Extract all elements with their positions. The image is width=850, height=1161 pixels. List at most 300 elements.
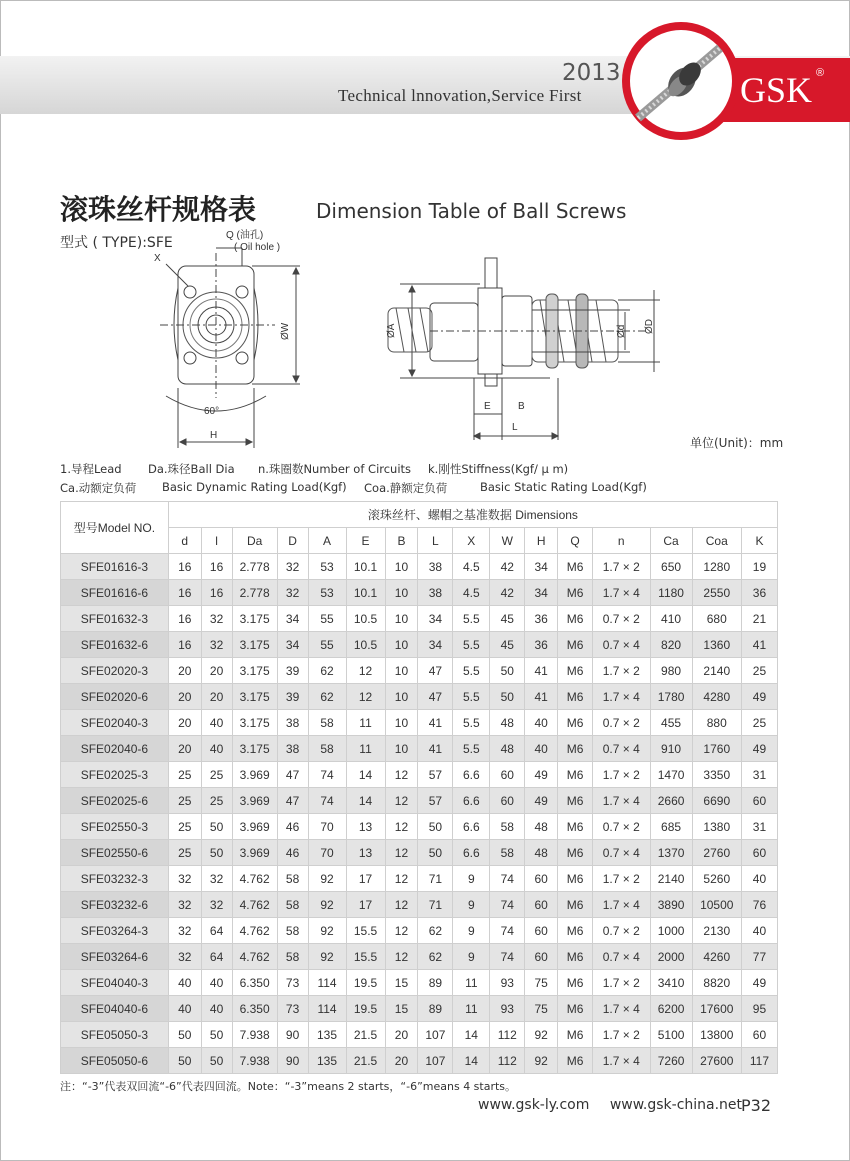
cell-n: 0.7 × 4 xyxy=(593,736,651,762)
cell-q: M6 xyxy=(558,710,593,736)
cell-l: 50 xyxy=(201,814,232,840)
cell-da: 3.969 xyxy=(232,840,277,866)
cell-da: 3.969 xyxy=(232,788,277,814)
spec-body xyxy=(61,554,778,1074)
table-row xyxy=(61,814,778,840)
model-cell: SFE01616-3 xyxy=(61,554,169,580)
model-cell: SFE01632-3 xyxy=(61,606,169,632)
cell-l: 89 xyxy=(418,996,453,1022)
cell-n: 1.7 × 4 xyxy=(593,580,651,606)
cell-l: 25 xyxy=(201,788,232,814)
cell-coa: 27600 xyxy=(692,1048,741,1074)
cell-l: 40 xyxy=(201,736,232,762)
cell-l: 25 xyxy=(201,762,232,788)
table-row xyxy=(61,684,778,710)
table-row xyxy=(61,554,778,580)
column-header-k: K xyxy=(741,528,777,554)
cell-l: 41 xyxy=(418,736,453,762)
cell-da: 3.175 xyxy=(232,658,277,684)
cell-x: 6.6 xyxy=(453,762,490,788)
cell-e: 12 xyxy=(346,684,385,710)
cell-w: 93 xyxy=(490,970,525,996)
cell-x: 14 xyxy=(453,1022,490,1048)
cell-l: 64 xyxy=(201,918,232,944)
cell-n: 0.7 × 2 xyxy=(593,606,651,632)
cell-x: 4.5 xyxy=(453,580,490,606)
model-cell: SFE05050-3 xyxy=(61,1022,169,1048)
cell-q: M6 xyxy=(558,1048,593,1074)
cell-da: 2.778 xyxy=(232,580,277,606)
footer-url-1[interactable]: www.gsk-ly.com xyxy=(478,1097,590,1113)
cell-b: 15 xyxy=(385,996,418,1022)
cell-coa: 3350 xyxy=(692,762,741,788)
cell-d: 73 xyxy=(277,996,308,1022)
cell-l: 47 xyxy=(418,658,453,684)
cell-da: 4.762 xyxy=(232,944,277,970)
cell-n: 1.7 × 4 xyxy=(593,1048,651,1074)
cell-l: 20 xyxy=(201,658,232,684)
legend-coa-en: Basic Static Rating Load(Kgf) xyxy=(480,480,647,494)
cell-x: 6.6 xyxy=(453,788,490,814)
cell-coa: 4280 xyxy=(692,684,741,710)
cell-l: 34 xyxy=(418,632,453,658)
table-row xyxy=(61,788,778,814)
cell-ca: 6200 xyxy=(650,996,692,1022)
dim-h-label: H xyxy=(210,430,218,441)
cell-q: M6 xyxy=(558,840,593,866)
cell-d: 32 xyxy=(277,580,308,606)
cell-da: 4.762 xyxy=(232,866,277,892)
cell-da: 3.175 xyxy=(232,736,277,762)
page-title-cn: 滚珠丝杆规格表 xyxy=(60,193,257,226)
cell-h: 92 xyxy=(525,1048,558,1074)
cell-l: 50 xyxy=(201,1022,232,1048)
cell-b: 12 xyxy=(385,944,418,970)
cell-x: 4.5 xyxy=(453,554,490,580)
cell-d: 32 xyxy=(168,866,201,892)
cell-ca: 2140 xyxy=(650,866,692,892)
cell-k: 36 xyxy=(741,580,777,606)
cell-w: 45 xyxy=(490,632,525,658)
cell-d: 58 xyxy=(277,866,308,892)
column-header-e: E xyxy=(346,528,385,554)
cell-e: 12 xyxy=(346,658,385,684)
cell-n: 1.7 × 2 xyxy=(593,762,651,788)
cell-b: 12 xyxy=(385,814,418,840)
cell-d: 25 xyxy=(168,840,201,866)
cell-d: 34 xyxy=(277,606,308,632)
cell-h: 36 xyxy=(525,606,558,632)
cell-w: 48 xyxy=(490,736,525,762)
cell-n: 0.7 × 2 xyxy=(593,918,651,944)
cell-ca: 2000 xyxy=(650,944,692,970)
table-row xyxy=(61,918,778,944)
cell-l: 62 xyxy=(418,944,453,970)
cell-b: 10 xyxy=(385,710,418,736)
model-cell: SFE01616-6 xyxy=(61,580,169,606)
cell-a: 74 xyxy=(308,788,346,814)
cell-d: 46 xyxy=(277,814,308,840)
dim-e-label: E xyxy=(484,401,491,412)
cell-d: 40 xyxy=(168,970,201,996)
cell-d: 73 xyxy=(277,970,308,996)
cell-q: M6 xyxy=(558,762,593,788)
cell-q: M6 xyxy=(558,970,593,996)
cell-w: 45 xyxy=(490,606,525,632)
cell-k: 31 xyxy=(741,762,777,788)
cell-w: 42 xyxy=(490,554,525,580)
cell-a: 58 xyxy=(308,736,346,762)
cell-l: 47 xyxy=(418,684,453,710)
cell-coa: 6690 xyxy=(692,788,741,814)
technical-drawing xyxy=(130,228,690,448)
type-label: 型式 ( TYPE):SFE xyxy=(60,235,173,251)
model-cell: SFE01632-6 xyxy=(61,632,169,658)
cell-coa: 8820 xyxy=(692,970,741,996)
cell-ca: 410 xyxy=(650,606,692,632)
cell-w: 60 xyxy=(490,762,525,788)
column-header-d: d xyxy=(168,528,201,554)
cell-x: 11 xyxy=(453,996,490,1022)
cell-a: 53 xyxy=(308,554,346,580)
cell-k: 49 xyxy=(741,736,777,762)
cell-w: 74 xyxy=(490,866,525,892)
model-cell: SFE02040-3 xyxy=(61,710,169,736)
cell-k: 60 xyxy=(741,840,777,866)
legend-circuits: n.珠圈数Number of Circuits xyxy=(258,462,412,476)
cell-n: 1.7 × 2 xyxy=(593,658,651,684)
cell-l: 50 xyxy=(418,840,453,866)
cell-x: 5.5 xyxy=(453,658,490,684)
cell-e: 17 xyxy=(346,892,385,918)
table-row xyxy=(61,736,778,762)
cell-h: 49 xyxy=(525,788,558,814)
cell-n: 1.7 × 4 xyxy=(593,788,651,814)
cell-a: 55 xyxy=(308,606,346,632)
cell-d: 90 xyxy=(277,1048,308,1074)
column-header-w: W xyxy=(490,528,525,554)
cell-d: 32 xyxy=(277,554,308,580)
cell-h: 40 xyxy=(525,710,558,736)
cell-da: 3.175 xyxy=(232,632,277,658)
cell-l: 89 xyxy=(418,970,453,996)
model-cell: SFE03232-3 xyxy=(61,866,169,892)
cell-l: 34 xyxy=(418,606,453,632)
cell-d: 20 xyxy=(168,684,201,710)
column-header-l: l xyxy=(201,528,232,554)
cell-d: 16 xyxy=(168,554,201,580)
footnote: 注：“-3”代表双回流“-6”代表四回流。Note：“-3”means 2 starts，“-6”means 4 starts。 xyxy=(60,1080,517,1093)
cell-e: 10.5 xyxy=(346,632,385,658)
cell-l: 41 xyxy=(418,710,453,736)
table-row xyxy=(61,944,778,970)
footer-urls xyxy=(478,1097,758,1113)
cell-e: 21.5 xyxy=(346,1022,385,1048)
cell-k: 25 xyxy=(741,658,777,684)
cell-ca: 7260 xyxy=(650,1048,692,1074)
cell-da: 4.762 xyxy=(232,892,277,918)
cell-da: 3.175 xyxy=(232,684,277,710)
cell-q: M6 xyxy=(558,580,593,606)
cell-d: 16 xyxy=(168,632,201,658)
cell-n: 1.7 × 2 xyxy=(593,866,651,892)
cell-q: M6 xyxy=(558,788,593,814)
cell-a: 62 xyxy=(308,658,346,684)
cell-b: 15 xyxy=(385,970,418,996)
cell-l: 38 xyxy=(418,580,453,606)
cell-b: 10 xyxy=(385,580,418,606)
cell-coa: 17600 xyxy=(692,996,741,1022)
legend-ca-en: Basic Dynamic Rating Load(Kgf) xyxy=(162,480,347,494)
page-number: P32 xyxy=(741,1096,772,1115)
cell-q: M6 xyxy=(558,684,593,710)
model-cell: SFE02020-3 xyxy=(61,658,169,684)
cell-x: 9 xyxy=(453,892,490,918)
model-cell: SFE03232-6 xyxy=(61,892,169,918)
cell-h: 34 xyxy=(525,554,558,580)
cell-k: 60 xyxy=(741,1022,777,1048)
cell-q: M6 xyxy=(558,736,593,762)
model-cell: SFE02025-3 xyxy=(61,762,169,788)
cell-ca: 1370 xyxy=(650,840,692,866)
cell-l: 71 xyxy=(418,866,453,892)
cell-l: 62 xyxy=(418,918,453,944)
cell-k: 76 xyxy=(741,892,777,918)
cell-b: 10 xyxy=(385,606,418,632)
cell-h: 60 xyxy=(525,892,558,918)
cell-ca: 910 xyxy=(650,736,692,762)
cell-e: 15.5 xyxy=(346,944,385,970)
cell-q: M6 xyxy=(558,1022,593,1048)
cell-q: M6 xyxy=(558,632,593,658)
cell-w: 42 xyxy=(490,580,525,606)
cell-k: 19 xyxy=(741,554,777,580)
cell-k: 41 xyxy=(741,632,777,658)
cell-w: 50 xyxy=(490,684,525,710)
cell-e: 15.5 xyxy=(346,918,385,944)
cell-h: 60 xyxy=(525,918,558,944)
cell-b: 12 xyxy=(385,918,418,944)
model-cell: SFE02025-6 xyxy=(61,788,169,814)
cell-coa: 2550 xyxy=(692,580,741,606)
cell-l: 50 xyxy=(201,840,232,866)
column-header-ca: Ca xyxy=(650,528,692,554)
cell-d: 38 xyxy=(277,710,308,736)
cell-l: 71 xyxy=(418,892,453,918)
cell-ca: 455 xyxy=(650,710,692,736)
cell-e: 17 xyxy=(346,866,385,892)
cell-a: 135 xyxy=(308,1048,346,1074)
cell-d: 58 xyxy=(277,944,308,970)
cell-coa: 680 xyxy=(692,606,741,632)
dim-d-big-label: ØD xyxy=(644,319,655,334)
cell-n: 1.7 × 4 xyxy=(593,684,651,710)
table-row xyxy=(61,970,778,996)
cell-x: 5.5 xyxy=(453,632,490,658)
cell-e: 10.1 xyxy=(346,580,385,606)
column-header-q: Q xyxy=(558,528,593,554)
cell-q: M6 xyxy=(558,892,593,918)
cell-a: 70 xyxy=(308,840,346,866)
cell-a: 55 xyxy=(308,632,346,658)
cell-e: 10.5 xyxy=(346,606,385,632)
cell-d: 20 xyxy=(168,710,201,736)
cell-k: 60 xyxy=(741,788,777,814)
legend-ball-dia: Da.珠径Ball Dia xyxy=(148,462,235,476)
cell-l: 50 xyxy=(418,814,453,840)
cell-b: 10 xyxy=(385,554,418,580)
cell-l: 32 xyxy=(201,632,232,658)
cell-h: 40 xyxy=(525,736,558,762)
cell-da: 6.350 xyxy=(232,996,277,1022)
cell-l: 16 xyxy=(201,580,232,606)
cell-k: 40 xyxy=(741,866,777,892)
cell-e: 11 xyxy=(346,710,385,736)
cell-x: 6.6 xyxy=(453,840,490,866)
footer-url-2[interactable]: www.gsk-china.net xyxy=(609,1097,743,1113)
cell-l: 40 xyxy=(201,710,232,736)
cell-d: 32 xyxy=(168,918,201,944)
model-cell: SFE03264-6 xyxy=(61,944,169,970)
cell-d: 20 xyxy=(168,736,201,762)
cell-k: 21 xyxy=(741,606,777,632)
cell-w: 50 xyxy=(490,658,525,684)
table-row xyxy=(61,866,778,892)
cell-d: 25 xyxy=(168,788,201,814)
cell-d: 38 xyxy=(277,736,308,762)
cell-w: 60 xyxy=(490,788,525,814)
cell-l: 32 xyxy=(201,606,232,632)
cell-h: 34 xyxy=(525,580,558,606)
cell-d: 90 xyxy=(277,1022,308,1048)
cell-q: M6 xyxy=(558,554,593,580)
cell-coa: 1380 xyxy=(692,814,741,840)
cell-n: 0.7 × 4 xyxy=(593,944,651,970)
cell-d: 25 xyxy=(168,762,201,788)
front-view xyxy=(160,248,300,448)
cell-ca: 650 xyxy=(650,554,692,580)
cell-k: 77 xyxy=(741,944,777,970)
table-row xyxy=(61,606,778,632)
cell-b: 10 xyxy=(385,736,418,762)
cell-q: M6 xyxy=(558,658,593,684)
cell-coa: 2760 xyxy=(692,840,741,866)
cell-l: 107 xyxy=(418,1022,453,1048)
cell-a: 114 xyxy=(308,996,346,1022)
cell-l: 20 xyxy=(201,684,232,710)
legend-coa-cn: Coa.静额定负荷 xyxy=(364,481,448,495)
cell-w: 58 xyxy=(490,840,525,866)
cell-l: 40 xyxy=(201,996,232,1022)
column-header-d: D xyxy=(277,528,308,554)
cell-coa: 5260 xyxy=(692,866,741,892)
cell-h: 92 xyxy=(525,1022,558,1048)
cell-d: 39 xyxy=(277,684,308,710)
cell-h: 49 xyxy=(525,762,558,788)
table-row xyxy=(61,1022,778,1048)
cell-ca: 685 xyxy=(650,814,692,840)
cell-ca: 3890 xyxy=(650,892,692,918)
oil-hole-label-en: ( Oil hole ) xyxy=(234,242,281,253)
cell-q: M6 xyxy=(558,866,593,892)
dim-w-label: ØW xyxy=(280,322,291,340)
cell-b: 20 xyxy=(385,1048,418,1074)
cell-e: 11 xyxy=(346,736,385,762)
cell-a: 58 xyxy=(308,710,346,736)
catalog-year: 2013 xyxy=(562,60,621,86)
cell-q: M6 xyxy=(558,814,593,840)
cell-h: 48 xyxy=(525,840,558,866)
model-cell: SFE04040-3 xyxy=(61,970,169,996)
cell-n: 0.7 × 2 xyxy=(593,814,651,840)
cell-a: 70 xyxy=(308,814,346,840)
cell-b: 12 xyxy=(385,840,418,866)
column-header-row xyxy=(61,528,778,554)
cell-d: 25 xyxy=(168,814,201,840)
cell-n: 0.7 × 2 xyxy=(593,710,651,736)
cell-d: 39 xyxy=(277,658,308,684)
cell-coa: 2140 xyxy=(692,658,741,684)
cell-e: 13 xyxy=(346,840,385,866)
cell-w: 48 xyxy=(490,710,525,736)
cell-da: 2.778 xyxy=(232,554,277,580)
cell-d: 32 xyxy=(168,892,201,918)
cell-d: 32 xyxy=(168,944,201,970)
legend-stiffness: k.刚性Stiffness(Kgf/ μ m) xyxy=(428,462,569,476)
cell-l: 57 xyxy=(418,788,453,814)
table-row xyxy=(61,1048,778,1074)
cell-l: 16 xyxy=(201,554,232,580)
model-cell: SFE05050-6 xyxy=(61,1048,169,1074)
cell-b: 20 xyxy=(385,1022,418,1048)
spec-table xyxy=(60,501,778,1074)
cell-coa: 1760 xyxy=(692,736,741,762)
cell-ca: 1180 xyxy=(650,580,692,606)
cell-coa: 4260 xyxy=(692,944,741,970)
cell-k: 25 xyxy=(741,710,777,736)
cell-e: 10.1 xyxy=(346,554,385,580)
cell-d: 50 xyxy=(168,1022,201,1048)
unit-label: 单位(Unit)：mm xyxy=(690,436,784,450)
cell-a: 135 xyxy=(308,1022,346,1048)
cell-d: 34 xyxy=(277,632,308,658)
dim-b-label: B xyxy=(518,401,525,412)
table-row xyxy=(61,710,778,736)
cell-e: 14 xyxy=(346,788,385,814)
table-row xyxy=(61,892,778,918)
cell-h: 75 xyxy=(525,996,558,1022)
cell-k: 31 xyxy=(741,814,777,840)
cell-da: 4.762 xyxy=(232,918,277,944)
side-view xyxy=(388,258,660,440)
column-header-n: n xyxy=(593,528,651,554)
cell-d: 16 xyxy=(168,606,201,632)
column-header-a: A xyxy=(308,528,346,554)
cell-w: 74 xyxy=(490,892,525,918)
cell-a: 114 xyxy=(308,970,346,996)
cell-h: 36 xyxy=(525,632,558,658)
cell-n: 0.7 × 4 xyxy=(593,840,651,866)
cell-e: 19.5 xyxy=(346,996,385,1022)
cell-coa: 1360 xyxy=(692,632,741,658)
cell-k: 49 xyxy=(741,970,777,996)
cell-da: 6.350 xyxy=(232,970,277,996)
cell-l: 40 xyxy=(201,970,232,996)
cell-a: 92 xyxy=(308,892,346,918)
cell-coa: 880 xyxy=(692,710,741,736)
cell-ca: 3410 xyxy=(650,970,692,996)
cell-d: 16 xyxy=(168,580,201,606)
